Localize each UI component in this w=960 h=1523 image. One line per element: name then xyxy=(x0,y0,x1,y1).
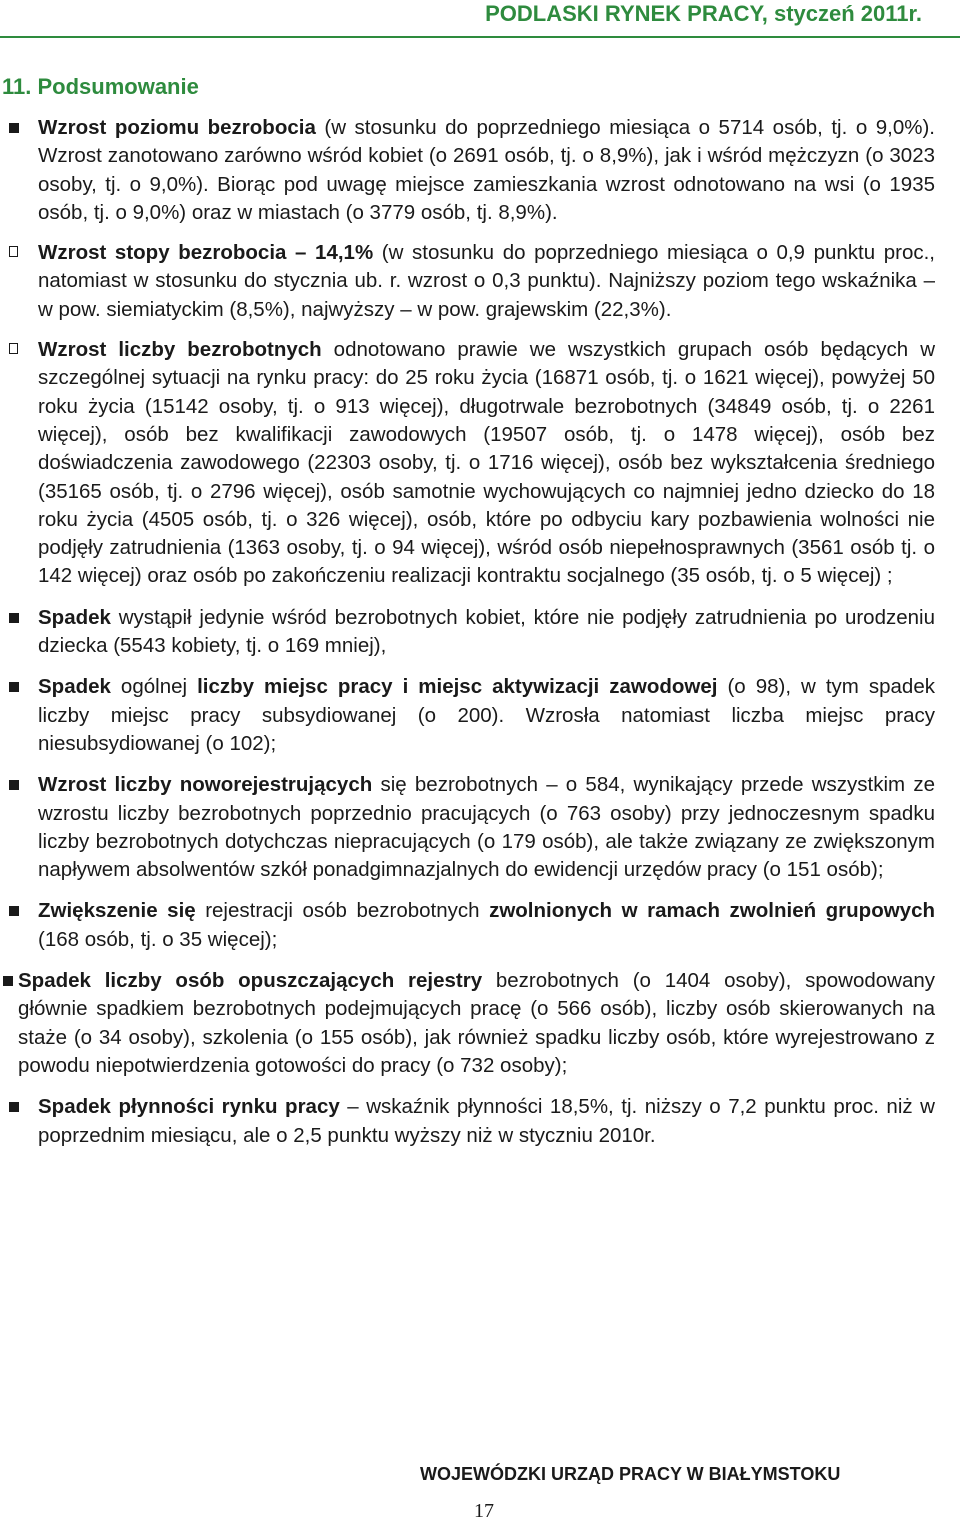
item-lead-2: zwolnionych w ramach zwolnień grupowych xyxy=(489,899,935,923)
square-bullet-icon xyxy=(9,123,19,133)
item-lead-2: liczby miejsc pracy i miejsc aktywizacji zawodowej xyxy=(197,675,718,699)
item-lead: Wzrost liczby nowo​rejestrujących xyxy=(38,773,373,797)
item-text: wystąpił jedynie wśród bezrobotnych kobiet, które nie podjęły zatrudnienia po urodzeniu dziecka (5543 kobiety, tj. o 169 mniej), xyxy=(38,605,935,658)
item-lead: Spadek płynności rynku pracy xyxy=(38,1095,340,1119)
list-item xyxy=(38,114,935,227)
square-bullet-icon xyxy=(9,906,19,916)
summary-list xyxy=(18,114,936,1150)
item-text: – wskaźnik płynności 18,5%, tj. niższy o 7,2 punktu proc. niż w poprzednim miesiącu, ale o 2,5 punktu wyższy niż w styczniu 2010r. xyxy=(38,1095,935,1147)
list-item xyxy=(38,1093,935,1150)
square-bullet-icon xyxy=(9,613,19,623)
item-text: (w stosunku do poprzedniego miesiąca o 0,9 punktu proc., natomiast w stosunku do stycznia ub. r. wzrost o 0,3 punktu). Najniższy poziom tego wskaźnika – w pow. siemiatyckim (8,5%), najwyższy – w pow. grajewskim (22,3%). xyxy=(38,241,936,321)
list-item xyxy=(38,239,935,324)
list-item xyxy=(38,336,935,591)
item-lead: Spadek xyxy=(38,675,111,699)
list-item xyxy=(18,967,935,1080)
square-bullet-icon xyxy=(3,976,13,986)
footer-institution: WOJEWÓDZKI URZĄD PRACY W BIAŁYMSTOKU xyxy=(420,1464,841,1484)
square-bullet-icon xyxy=(9,780,19,790)
item-text: się bezrobotnych – o 584, wynikający przede wszystkim ze wzrostu liczby bezrobotnych poprzednio pracujących (o 763 osoby) przy jednoczesnym spadku liczby bezrobotnych dotychczas niepracujących (o 179 osób), ale także związany ze zwiększonym napływem absolwentów szkół ponadgimnazjalnych do ewidencji urzędów pracy (o 151 osób); xyxy=(38,773,935,882)
square-bullet-icon xyxy=(9,246,18,257)
square-bullet-icon xyxy=(9,1102,19,1112)
running-header: PODLASKI RYNEK PRACY, styczeń 2011r. xyxy=(485,1,922,26)
item-lead: Spadek xyxy=(38,605,111,629)
item-lead: Wzrost liczby bezrobotnych xyxy=(38,338,322,362)
section-title: 11. Podsumowanie xyxy=(2,74,199,99)
square-bullet-icon xyxy=(9,682,19,692)
list-item xyxy=(38,771,935,884)
square-bullet-icon xyxy=(9,343,18,354)
item-text-2: (o 98), w tym spadek liczby miejsc pracy subsydiowanej (o 200). Wzrosła natomiast liczba miejsc pracy niesubsydiowanej (o 102); xyxy=(38,675,935,755)
item-lead: Wzrost stopy bezrobocia – 14,1% xyxy=(38,241,374,265)
item-text: ogólnej xyxy=(110,675,198,699)
item-text: bezrobotnych (o 1404 osoby), spowodowany głównie spadkiem bezrobotnych podejmujących pracę (o 566 osób), liczby osób skierowanych na staże (o 34 osoby), szkolenia (o 155 osób), jak również spadku liczby osób, które wyrejestrowano z powodu niepotwierdzenia gotowości do pracy (o 732 osoby); xyxy=(18,969,935,1077)
item-text: (w stosunku do poprzedniego miesiąca o 5714 osób, tj. o 9,0%). Wzrost zanotowano zarówno wśród kobiet (o 2691 osób, tj. o 8,9%), jak i wśród mężczyzn (o 3023 osoby, tj. o 9,0%). Biorąc pod uwagę miejsce zamieszkania wzrost odnotowano na wsi (o 1935 osób, tj. o 9,0%) oraz w miastach (o 3779 osób, tj. 8,9%). xyxy=(38,116,935,224)
item-text-2: (168 osób, tj. o 35 więcej); xyxy=(38,927,278,951)
item-lead: Wzrost poziomu bezrobocia xyxy=(38,116,316,139)
item-lead: Zwiększenie się xyxy=(38,899,196,923)
list-item xyxy=(38,604,935,661)
item-text: odnotowano prawie we wszystkich grupach osób będących w szczególnej sytuacji na rynku pracy: do 25 roku życia (16871 osób, tj. o 1621 więcej), powyżej 50 roku życia (15142 osoby, tj. o 913 więcej), długotrwale bezrobotnych (34849 osób, tj. o 2261 więcej), osób bez kwalifikacji zawodowych (19507 osób, tj. o 1478 więcej), osób bez doświadczenia zawodowego (22303 osoby, tj. o 1716 więcej), osób bez wykształcenia średniego (35165 osób, tj. o 2796 więcej), osób samotnie wychowujących co najmniej jedno dziecko do 18 roku życia (4505 osób, tj. o 326 więcej), osób, które po odbyciu kary pozbawienia wolności nie podjęły zatrudnienia (1363 osoby, tj. o 94 więcej), wśród osób niepełnosprawnych (3561 osób tj. o 142 więcej) oraz osób po zakończeniu realizacji kontraktu socjalnego (35 osób, tj. o 5 więcej) ; xyxy=(38,338,936,588)
header-rule xyxy=(0,36,960,38)
item-text: rejestracji osób bezrobotnych xyxy=(195,899,490,923)
list-item xyxy=(38,897,935,954)
item-lead: Spadek liczby osób opuszczających rejestry xyxy=(18,969,483,993)
list-item xyxy=(38,673,935,758)
page-number: 17 xyxy=(474,1500,494,1522)
